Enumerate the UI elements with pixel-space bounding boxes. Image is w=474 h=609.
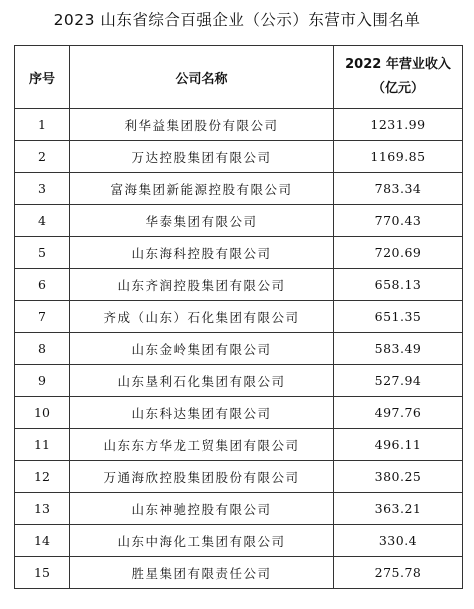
revenue-cell: 1231.99 bbox=[334, 109, 463, 141]
revenue-cell: 330.4 bbox=[334, 525, 463, 557]
rank-cell: 1 bbox=[15, 109, 70, 141]
revenue-cell: 527.94 bbox=[334, 365, 463, 397]
company-cell: 万达控股集团有限公司 bbox=[70, 141, 334, 173]
rank-cell: 15 bbox=[15, 557, 70, 589]
company-cell: 山东垦利石化集团有限公司 bbox=[70, 365, 334, 397]
table-row bbox=[15, 525, 463, 557]
table-row bbox=[15, 205, 463, 237]
rank-cell: 4 bbox=[15, 205, 70, 237]
company-cell: 山东科达集团有限公司 bbox=[70, 397, 334, 429]
company-cell: 利华益集团股份有限公司 bbox=[70, 109, 334, 141]
header-revenue-line2: （亿元） bbox=[371, 81, 424, 96]
ranking-table bbox=[14, 45, 463, 589]
table-row bbox=[15, 557, 463, 589]
rank-cell: 12 bbox=[15, 461, 70, 493]
company-cell: 山东金岭集团有限公司 bbox=[70, 333, 334, 365]
table-row bbox=[15, 269, 463, 301]
revenue-cell: 720.69 bbox=[334, 237, 463, 269]
table-row bbox=[15, 365, 463, 397]
table-row bbox=[15, 237, 463, 269]
revenue-cell: 363.21 bbox=[334, 493, 463, 525]
company-cell: 富海集团新能源控股有限公司 bbox=[70, 173, 334, 205]
table-row bbox=[15, 109, 463, 141]
table-row bbox=[15, 141, 463, 173]
rank-cell: 11 bbox=[15, 429, 70, 461]
rank-cell: 14 bbox=[15, 525, 70, 557]
company-cell: 山东神驰控股有限公司 bbox=[70, 493, 334, 525]
revenue-cell: 770.43 bbox=[334, 205, 463, 237]
company-cell: 胜星集团有限责任公司 bbox=[70, 557, 334, 589]
rank-cell: 13 bbox=[15, 493, 70, 525]
header-rank: 序号 bbox=[15, 46, 70, 109]
rank-cell: 9 bbox=[15, 365, 70, 397]
table-row bbox=[15, 173, 463, 205]
company-cell: 山东齐润控股集团有限公司 bbox=[70, 269, 334, 301]
revenue-cell: 275.78 bbox=[334, 557, 463, 589]
rank-cell: 6 bbox=[15, 269, 70, 301]
revenue-cell: 1169.85 bbox=[334, 141, 463, 173]
revenue-cell: 651.35 bbox=[334, 301, 463, 333]
company-cell: 齐成（山东）石化集团有限公司 bbox=[70, 301, 334, 333]
table-row bbox=[15, 301, 463, 333]
document-title: 2023 山东省综合百强企业（公示）东营市入围名单 bbox=[53, 11, 421, 29]
header-company: 公司名称 bbox=[70, 46, 334, 109]
table-row bbox=[15, 461, 463, 493]
rank-cell: 5 bbox=[15, 237, 70, 269]
company-cell: 山东中海化工集团有限公司 bbox=[70, 525, 334, 557]
company-cell: 山东东方华龙工贸集团有限公司 bbox=[70, 429, 334, 461]
revenue-cell: 583.49 bbox=[334, 333, 463, 365]
table-row bbox=[15, 333, 463, 365]
rank-cell: 3 bbox=[15, 173, 70, 205]
rank-cell: 10 bbox=[15, 397, 70, 429]
company-cell: 山东海科控股有限公司 bbox=[70, 237, 334, 269]
table-row bbox=[15, 397, 463, 429]
revenue-cell: 783.34 bbox=[334, 173, 463, 205]
rank-cell: 2 bbox=[15, 141, 70, 173]
table-row bbox=[15, 493, 463, 525]
revenue-cell: 658.13 bbox=[334, 269, 463, 301]
revenue-cell: 497.76 bbox=[334, 397, 463, 429]
rank-cell: 8 bbox=[15, 333, 70, 365]
revenue-cell: 380.25 bbox=[334, 461, 463, 493]
header-revenue-line1: 2022 年营业收入 bbox=[345, 57, 451, 72]
header-revenue bbox=[334, 46, 463, 109]
table-header-row bbox=[15, 46, 463, 109]
revenue-cell: 496.11 bbox=[334, 429, 463, 461]
table-row bbox=[15, 429, 463, 461]
rank-cell: 7 bbox=[15, 301, 70, 333]
company-cell: 华泰集团有限公司 bbox=[70, 205, 334, 237]
company-cell: 万通海欣控股集团股份有限公司 bbox=[70, 461, 334, 493]
